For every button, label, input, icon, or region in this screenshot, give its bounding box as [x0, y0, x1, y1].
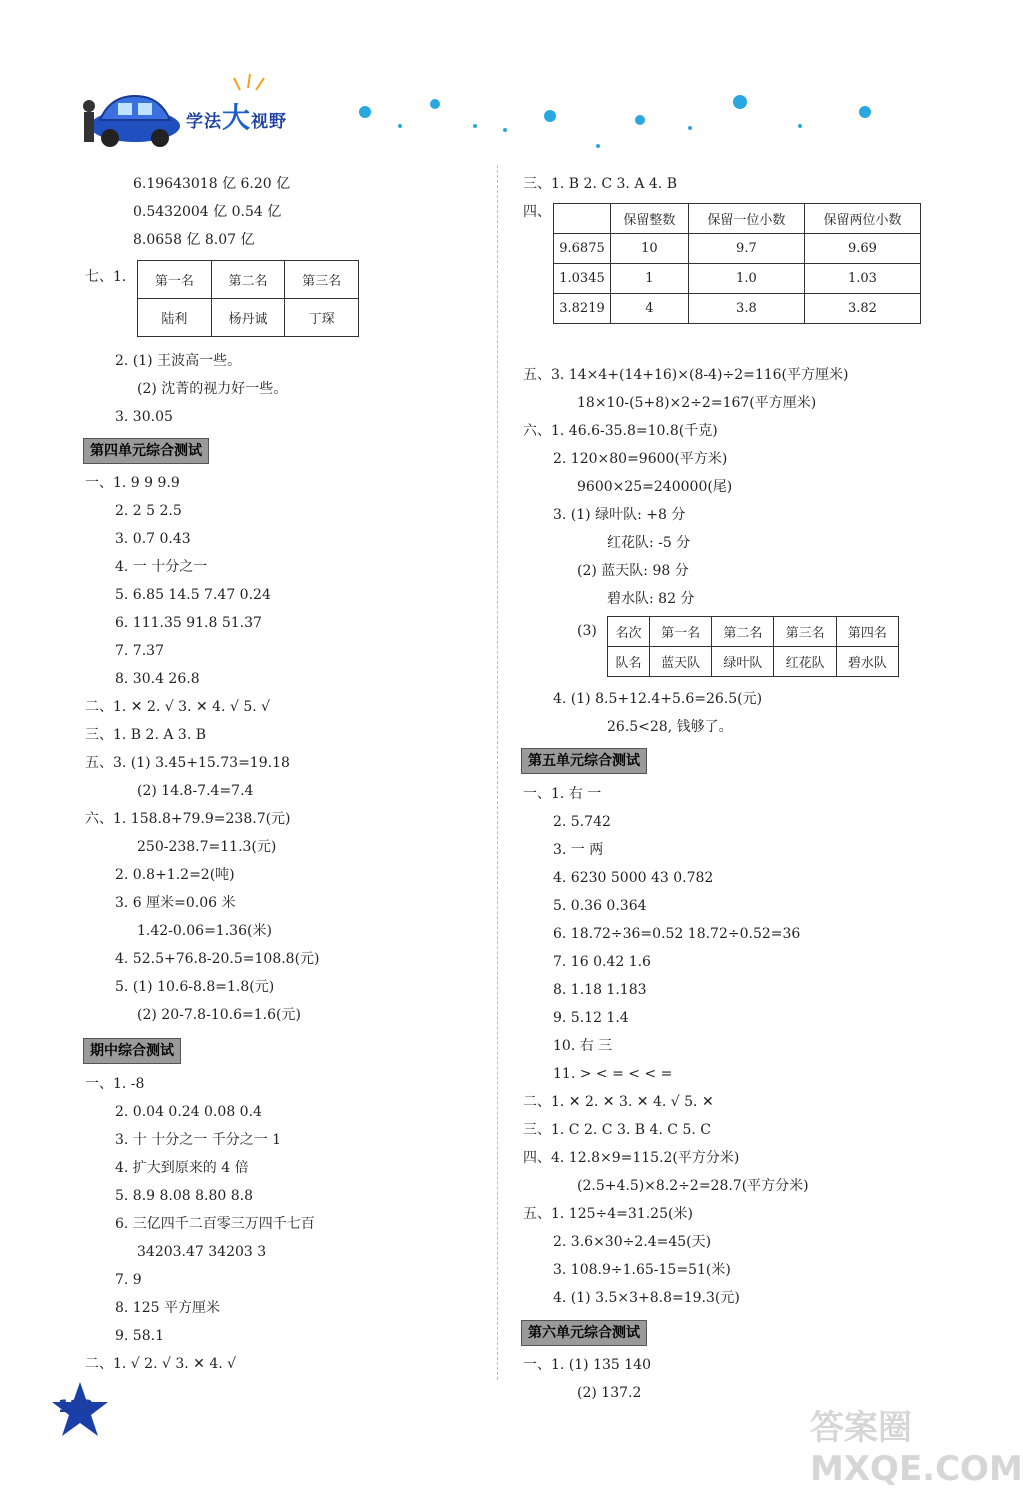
answer-line: 2. (1) 王波高一些。 — [115, 353, 242, 369]
answer-line: 2. 3.6×30÷2.4=45(天) — [553, 1234, 712, 1250]
table-header-cell: 第三名 — [285, 261, 359, 299]
answer-line: 4. 扩大到原来的 4 倍 — [115, 1160, 249, 1176]
answer-line: 8. 30.4 26.8 — [115, 671, 200, 687]
answer-line: 五、3. (1) 3.45+15.73=19.18 — [85, 755, 290, 771]
answer-line: 6. 18.72÷36=0.52 18.72÷0.52=36 — [553, 926, 801, 942]
table-cell: 陆利 — [138, 299, 212, 337]
answer-line: 3. 十 十分之一 千分之一 1 — [115, 1132, 282, 1148]
table-cell: 3.82 — [804, 294, 920, 324]
sun-rays — [234, 74, 264, 90]
answer-line: 红花队: -5 分 — [607, 535, 691, 551]
question-label: 四、 — [523, 204, 551, 220]
answer-line: (2) 14.8-7.4=7.4 — [137, 783, 254, 799]
section-title-midterm: 期中综合测试 — [83, 1038, 181, 1064]
section-title-unit6: 第六单元综合测试 — [521, 1320, 647, 1346]
table-header-cell: 第一名 — [650, 617, 712, 647]
answer-line: (2) 蓝天队: 98 分 — [577, 563, 689, 579]
question-label: 七、1. — [85, 269, 127, 285]
answer-line: 8.0658 亿 8.07 亿 — [133, 232, 255, 248]
answer-line: 2. 0.8+1.2=2(吨) — [115, 867, 235, 883]
answer-line: 六、1. 46.6-35.8=10.8(千克) — [523, 423, 718, 439]
answer-line: 5. 6.85 14.5 7.47 0.24 — [115, 587, 271, 603]
answer-line: 碧水队: 82 分 — [607, 591, 695, 607]
table-cell: 9.7 — [688, 234, 804, 264]
answer-line: 三、1. B 2. A 3. B — [85, 727, 207, 743]
question-label: (3) — [577, 623, 597, 639]
answer-line: 6.19643018 亿 6.20 亿 — [133, 176, 291, 192]
answer-line: 二、1. ✕ 2. √ 3. ✕ 4. √ 5. √ — [85, 699, 271, 715]
answer-line: 4. 52.5+76.8-20.5=108.8(元) — [115, 951, 320, 967]
answer-line: 4. 6230 5000 43 0.782 — [553, 870, 714, 886]
answer-line: 34203.47 34203 3 — [137, 1244, 267, 1260]
ranking-table — [137, 260, 359, 337]
answer-line: 六、1. 158.8+79.9=238.7(元) — [85, 811, 291, 827]
table-header-cell: 第三名 — [774, 617, 836, 647]
answer-line: 11. > < = < < = — [553, 1066, 673, 1082]
answer-line: 四、4. 12.8×9=115.2(平方分米) — [523, 1150, 740, 1166]
answer-line: 五、1. 125÷4=31.25(米) — [523, 1206, 693, 1222]
table-cell: 蓝天队 — [650, 647, 712, 677]
answer-line: (2) 20-7.8-10.6=1.6(元) — [137, 1007, 301, 1023]
answer-line: 10. 右 三 — [553, 1038, 613, 1054]
section-title-unit4: 第四单元综合测试 — [83, 438, 209, 464]
logo-big: 大 — [222, 101, 252, 134]
answer-line: 9600×25=240000(尾) — [577, 479, 733, 495]
logo-post: 视野 — [251, 112, 288, 132]
table-cell: 9.6875 — [554, 234, 611, 264]
table-header-cell: 保留两位小数 — [804, 204, 920, 234]
table-cell: 1.03 — [804, 264, 920, 294]
header-decoration — [0, 0, 1000, 160]
table-cell: 1 — [611, 264, 689, 294]
answer-line: 0.5432004 亿 0.54 亿 — [133, 204, 282, 220]
answer-line: 7. 9 — [115, 1272, 142, 1288]
answer-line: 3. (1) 绿叶队: +8 分 — [553, 507, 686, 523]
table-cell: 1.0345 — [554, 264, 611, 294]
answer-line: 5. 8.9 8.08 8.80 8.8 — [115, 1188, 254, 1204]
flower-decorations — [359, 95, 871, 148]
answer-line: (2.5+4.5)×8.2÷2=28.7(平方分米) — [577, 1178, 809, 1194]
answer-line: 一、1. 9 9 9.9 — [85, 475, 180, 491]
answer-line: 6. 111.35 91.8 51.37 — [115, 615, 262, 631]
answer-line: 3. 108.9÷1.65-15=51(米) — [553, 1262, 731, 1278]
answer-line: 二、1. ✕ 2. ✕ 3. ✕ 4. √ 5. ✕ — [523, 1094, 714, 1110]
answer-line: 4. (1) 8.5+12.4+5.6=26.5(元) — [553, 691, 763, 707]
table-cell: 队名 — [608, 647, 650, 677]
answer-line: 8. 125 平方厘米 — [115, 1300, 220, 1316]
table-cell: 红花队 — [774, 647, 836, 677]
table-header-cell: 第四名 — [836, 617, 898, 647]
car-icon — [83, 96, 180, 147]
page-header — [0, 0, 1000, 160]
table-cell: 碧水队 — [836, 647, 898, 677]
answer-line: 26.5<28, 钱够了。 — [607, 719, 733, 735]
answer-line: 三、1. C 2. C 3. B 4. C 5. C — [523, 1122, 711, 1138]
table-header-cell — [554, 204, 611, 234]
answer-line: 3. 30.05 — [115, 409, 173, 425]
answer-line: 三、1. B 2. C 3. A 4. B — [523, 176, 677, 192]
answer-line: (2) 沈菁的视力好一些。 — [137, 381, 288, 397]
table-cell: 3.8 — [688, 294, 804, 324]
answer-line: 7. 7.37 — [115, 643, 164, 659]
answer-line: 2. 5.742 — [553, 814, 611, 830]
answer-line: 二、1. √ 2. √ 3. ✕ 4. √ — [85, 1356, 237, 1372]
team-rank-table — [607, 616, 899, 677]
answer-line: 3. 6 厘米=0.06 米 — [115, 895, 236, 911]
answer-line: 9. 58.1 — [115, 1328, 164, 1344]
answer-line: 4. (1) 3.5×3+8.8=19.3(元) — [553, 1290, 740, 1306]
page-number: 122 — [58, 1397, 94, 1417]
column-divider — [497, 165, 498, 1380]
table-header-cell: 名次 — [608, 617, 650, 647]
logo-pre: 学法 — [186, 112, 222, 132]
table-header-cell: 第二名 — [712, 617, 774, 647]
table-header-cell: 保留整数 — [611, 204, 689, 234]
watermark: 答案圈 MXQE.COM — [810, 1408, 1023, 1489]
answer-line: 2. 2 5 2.5 — [115, 503, 182, 519]
answer-line: 7. 16 0.42 1.6 — [553, 954, 651, 970]
answer-line: 五、3. 14×4+(14+16)×(8-4)÷2=116(平方厘米) — [523, 367, 849, 383]
answer-line: 5. (1) 10.6-8.8=1.8(元) — [115, 979, 275, 995]
answer-line: 3. 一 两 — [553, 842, 604, 858]
answer-line: 9. 5.12 1.4 — [553, 1010, 629, 1026]
table-cell: 绿叶队 — [712, 647, 774, 677]
section-title-unit5: 第五单元综合测试 — [521, 748, 647, 774]
answer-line: 8. 1.18 1.183 — [553, 982, 647, 998]
table-header-cell: 保留一位小数 — [688, 204, 804, 234]
table-cell: 4 — [611, 294, 689, 324]
table-cell: 10 — [611, 234, 689, 264]
answer-line: 4. 一 十分之一 — [115, 559, 208, 575]
rounding-table — [553, 203, 921, 324]
answer-line: (2) 137.2 — [577, 1385, 642, 1401]
table-cell: 3.8219 — [554, 294, 611, 324]
table-header-cell: 第二名 — [211, 261, 285, 299]
answer-line: 6. 三亿四千二百零三万四千七百 — [115, 1216, 315, 1232]
answer-line: 一、1. (1) 135 140 — [523, 1357, 651, 1373]
answer-line: 1.42-0.06=1.36(米) — [137, 923, 272, 939]
answer-line: 18×10-(5+8)×2÷2=167(平方厘米) — [577, 395, 817, 411]
answer-line: 250-238.7=11.3(元) — [137, 839, 277, 855]
table-cell: 9.69 — [804, 234, 920, 264]
table-cell: 丁琛 — [285, 299, 359, 337]
answer-line: 2. 120×80=9600(平方米) — [553, 451, 728, 467]
table-cell: 杨丹诚 — [211, 299, 285, 337]
answer-line: 一、1. 右 一 — [523, 786, 602, 802]
header-logo — [186, 96, 287, 136]
answer-line: 2. 0.04 0.24 0.08 0.4 — [115, 1104, 262, 1120]
answer-line: 一、1. -8 — [85, 1076, 145, 1092]
answer-line: 5. 0.36 0.364 — [553, 898, 647, 914]
table-cell: 1.0 — [688, 264, 804, 294]
table-header-cell: 第一名 — [138, 261, 212, 299]
answer-line: 3. 0.7 0.43 — [115, 531, 191, 547]
